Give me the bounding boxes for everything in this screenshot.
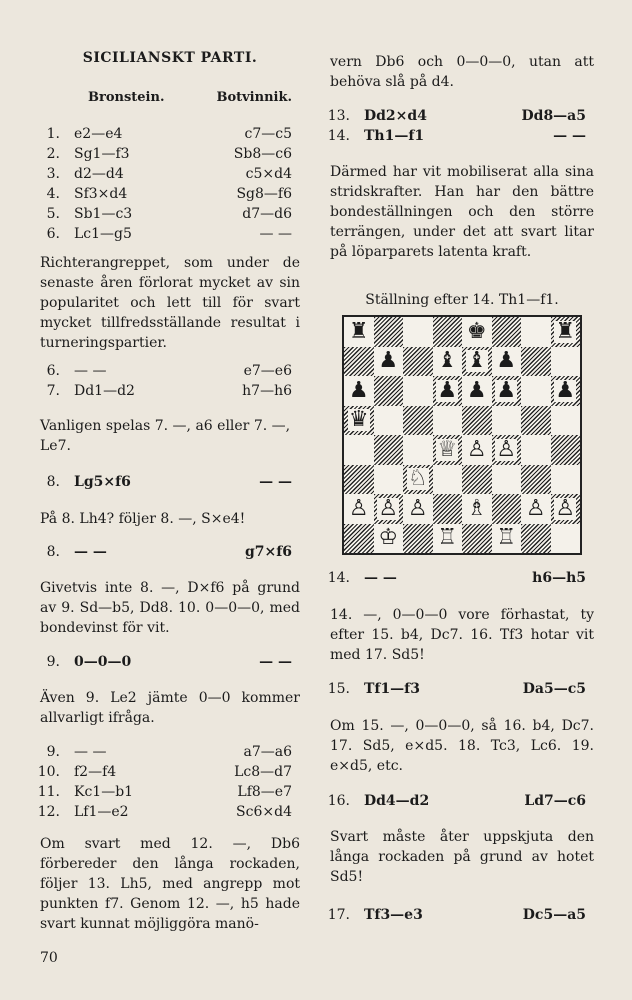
move-number: 16. <box>327 793 350 809</box>
black-rook-icon: ♜ <box>555 318 576 344</box>
light-square <box>403 317 433 347</box>
white-move: e2—e4 <box>74 126 123 142</box>
black-pawn-icon: ♟ <box>466 377 487 403</box>
move-row <box>40 144 300 164</box>
dark-square <box>403 524 433 554</box>
black-bishop-icon: ♝ <box>437 348 458 374</box>
black-move: a7—a6 <box>243 744 292 760</box>
move-number: 12. <box>37 804 60 820</box>
white-move: f2—f4 <box>74 764 117 780</box>
paragraph-givetvis: Givetvis inte 8. —, D×f6 på grund av 9. Sd—b5, Dd8. 10. 0—0—0, med bondevinst för vit. <box>40 580 300 636</box>
light-square <box>492 465 522 495</box>
black-move: h7—h6 <box>242 383 292 399</box>
light-square <box>433 406 463 436</box>
move-row <box>37 802 300 822</box>
black-pawn-icon: ♟ <box>348 377 369 403</box>
dark-square <box>344 465 374 495</box>
white-move: — — <box>74 363 107 379</box>
white-move: Tf1—f3 <box>364 681 420 697</box>
diagram-caption: Ställning efter 14. Th1—f1. <box>365 292 559 308</box>
dark-square <box>403 406 433 436</box>
white-move: d2—d4 <box>74 166 124 182</box>
paragraph-om-15: Om 15. —, 0—0—0, så 16. b4, Dc7. 17. Sd5, e×d5. 18. Tc3, Lc6. 19. e×d5, etc. <box>330 718 594 774</box>
move-row <box>40 164 300 184</box>
move-number: 17. <box>327 907 350 923</box>
move-row <box>40 224 300 244</box>
moves-9-12 <box>37 742 300 822</box>
light-square <box>374 406 404 436</box>
move-number: 5. <box>46 206 60 222</box>
moves-1-6 <box>40 124 300 244</box>
white-move: Dd4—d2 <box>364 793 430 809</box>
black-move: — — <box>259 226 292 242</box>
dark-square <box>521 347 551 377</box>
black-move: h6—h5 <box>532 570 586 586</box>
black-move: Sb8—c6 <box>233 146 292 162</box>
move-15 <box>327 679 594 699</box>
black-king-icon: ♚ <box>466 318 487 344</box>
move-row <box>327 791 594 811</box>
paragraph-om-svart: Om svart med 12. —, Db6 förbereder den långa rockaden, följer 13. Lh5, med angrepp mot punkten f7. Genom 12. —, h5 hade svart kunnat möjliggöra manö- <box>40 836 300 932</box>
white-pawn-icon: ♙ <box>496 436 517 462</box>
dark-square <box>374 435 404 465</box>
move-row <box>327 679 594 699</box>
dark-square <box>374 317 404 347</box>
move-number: 15. <box>327 681 350 697</box>
black-move: Lf8—e7 <box>237 784 292 800</box>
white-pawn-icon: ♙ <box>407 495 428 521</box>
white-rook-icon: ♖ <box>437 525 458 551</box>
white-move: 0—0—0 <box>74 654 132 670</box>
dark-square <box>462 524 492 554</box>
move-row <box>327 126 594 146</box>
dark-square <box>462 406 492 436</box>
black-move: c7—c5 <box>244 126 292 142</box>
white-pawn-icon: ♙ <box>378 495 399 521</box>
moves-6-7 <box>40 361 300 401</box>
black-queen-icon: ♛ <box>348 407 369 433</box>
move-number: 8. <box>46 474 60 490</box>
black-bishop-icon: ♝ <box>466 348 487 374</box>
move-row <box>37 762 300 782</box>
dark-square <box>521 524 551 554</box>
black-move: — — <box>259 474 292 490</box>
move-number: 6. <box>46 226 60 242</box>
moves-13-14 <box>327 106 594 146</box>
move-row <box>37 782 300 802</box>
black-move: Dd8—a5 <box>521 108 586 124</box>
white-move: Sb1—c3 <box>74 206 133 222</box>
black-move: c5×d4 <box>245 166 292 182</box>
move-8 <box>40 472 300 492</box>
light-square <box>403 435 433 465</box>
move-number: 3. <box>46 166 60 182</box>
move-16 <box>327 791 594 811</box>
move-8b <box>40 542 300 562</box>
dark-square <box>492 317 522 347</box>
move-number: 9. <box>46 654 60 670</box>
move-number: 8. <box>46 544 60 560</box>
white-knight-icon: ♘ <box>407 466 428 492</box>
white-pawn-icon: ♙ <box>555 495 576 521</box>
dark-square <box>403 347 433 377</box>
paragraph-vanligen: Vanligen spelas 7. —, a6 eller 7. —, Le7. <box>40 418 291 454</box>
move-row <box>40 542 300 562</box>
move-row <box>327 568 594 588</box>
black-move: d7—d6 <box>242 206 292 222</box>
move-number: 11. <box>37 784 60 800</box>
black-move: g7×f6 <box>244 544 292 560</box>
paragraph-aven: Även 9. Le2 jämte 0—0 kommer allvarligt ifråga. <box>40 690 300 726</box>
move-number: 6. <box>46 363 60 379</box>
light-square <box>551 524 581 554</box>
move-number: 13. <box>327 108 350 124</box>
chess-diagram <box>342 315 582 555</box>
white-move: — — <box>74 744 107 760</box>
dark-square <box>374 376 404 406</box>
chess-board <box>344 317 580 553</box>
light-square <box>403 376 433 406</box>
paragraph-svart-maste: Svart måste åter uppskjuta den långa rockaden på grund av hotet Sd5! <box>330 829 594 885</box>
move-row <box>40 184 300 204</box>
game-title: SICILIANSKT PARTI. <box>82 50 258 66</box>
black-move: Da5—c5 <box>522 681 586 697</box>
move-number: 14. <box>327 570 350 586</box>
dark-square <box>462 465 492 495</box>
black-move: — — <box>259 654 292 670</box>
white-move: Sg1—f3 <box>74 146 130 162</box>
white-move: Dd2×d4 <box>364 108 427 124</box>
white-move: Lg5×f6 <box>74 474 131 490</box>
white-pawn-icon: ♙ <box>466 436 487 462</box>
black-move: Sg8—f6 <box>236 186 292 202</box>
light-square <box>551 465 581 495</box>
white-player: Bronstein. <box>88 90 165 105</box>
white-move: Lf1—e2 <box>74 804 129 820</box>
move-number: 10. <box>37 764 60 780</box>
move-number: 9. <box>46 744 60 760</box>
black-pawn-icon: ♟ <box>496 377 517 403</box>
black-move: Lc8—d7 <box>234 764 292 780</box>
page-number: 70 <box>40 950 58 966</box>
white-pawn-icon: ♙ <box>525 495 546 521</box>
dark-square <box>344 524 374 554</box>
move-row <box>40 652 300 672</box>
move-row <box>40 472 300 492</box>
dark-square <box>521 406 551 436</box>
move-17 <box>327 905 594 925</box>
dark-square <box>492 494 522 524</box>
light-square <box>551 406 581 436</box>
white-pawn-icon: ♙ <box>348 495 369 521</box>
white-move: — — <box>74 544 107 560</box>
light-square <box>521 435 551 465</box>
light-square <box>374 465 404 495</box>
black-player: Botvinnik. <box>216 90 292 105</box>
light-square <box>433 465 463 495</box>
white-move: Tf3—e3 <box>364 907 423 923</box>
move-number: 2. <box>46 146 60 162</box>
dark-square <box>551 435 581 465</box>
move-row <box>40 742 300 762</box>
move-row <box>327 106 594 126</box>
paragraph-darmed: Därmed har vit mobiliserat alla sina stridskrafter. Han har den bättre bondeställningen och den större terrängen, under det att svart litar på löparparets latenta kraft. <box>330 164 594 260</box>
dark-square <box>433 494 463 524</box>
black-pawn-icon: ♟ <box>437 377 458 403</box>
white-move: Lc1—g5 <box>74 226 132 242</box>
paragraph-vern: vern Db6 och 0—0—0, utan att behöva slå på d4. <box>330 54 594 90</box>
paragraph-richter: Richterangreppet, som under de senaste åren förlorat mycket av sin popularitet och lett till för svart mycket tillfredsställande resultat i turneringspartier. <box>40 255 300 351</box>
move-row <box>40 361 300 381</box>
white-move: Kc1—b1 <box>74 784 134 800</box>
light-square <box>521 317 551 347</box>
move-number: 1. <box>46 126 60 142</box>
paragraph-lh4: På 8. Lh4? följer 8. —, S×e4! <box>40 511 246 527</box>
move-14b <box>327 568 594 588</box>
white-bishop-icon: ♗ <box>466 495 487 521</box>
black-move: — — <box>553 128 586 144</box>
light-square <box>492 406 522 436</box>
white-queen-icon: ♕ <box>437 436 458 462</box>
dark-square <box>521 465 551 495</box>
paragraph-forhastat: 14. —, 0—0—0 vore förhastat, ty efter 15. b4, Dc7. 16. Tf3 hotar vit med 17. Sd5! <box>330 607 594 663</box>
white-rook-icon: ♖ <box>496 525 517 551</box>
black-move: e7—e6 <box>243 363 292 379</box>
dark-square <box>433 317 463 347</box>
move-number: 4. <box>46 186 60 202</box>
white-move: Th1—f1 <box>364 128 425 144</box>
black-pawn-icon: ♟ <box>496 348 517 374</box>
move-number: 7. <box>46 383 60 399</box>
players-header <box>40 90 300 110</box>
black-pawn-icon: ♟ <box>555 377 576 403</box>
move-row <box>40 204 300 224</box>
white-king-icon: ♔ <box>378 525 399 551</box>
move-9 <box>40 652 300 672</box>
light-square <box>551 347 581 377</box>
white-move: — — <box>364 570 397 586</box>
black-move: Sc6×d4 <box>236 804 292 820</box>
light-square <box>344 435 374 465</box>
move-row <box>327 905 594 925</box>
move-number: 14. <box>327 128 350 144</box>
black-move: Ld7—c6 <box>524 793 586 809</box>
black-rook-icon: ♜ <box>348 318 369 344</box>
light-square <box>521 376 551 406</box>
move-row <box>40 381 300 401</box>
dark-square <box>344 347 374 377</box>
black-move: Dc5—a5 <box>522 907 586 923</box>
white-move: Dd1—d2 <box>74 383 135 399</box>
black-pawn-icon: ♟ <box>378 348 399 374</box>
white-move: Sf3×d4 <box>74 186 128 202</box>
move-row <box>40 124 300 144</box>
